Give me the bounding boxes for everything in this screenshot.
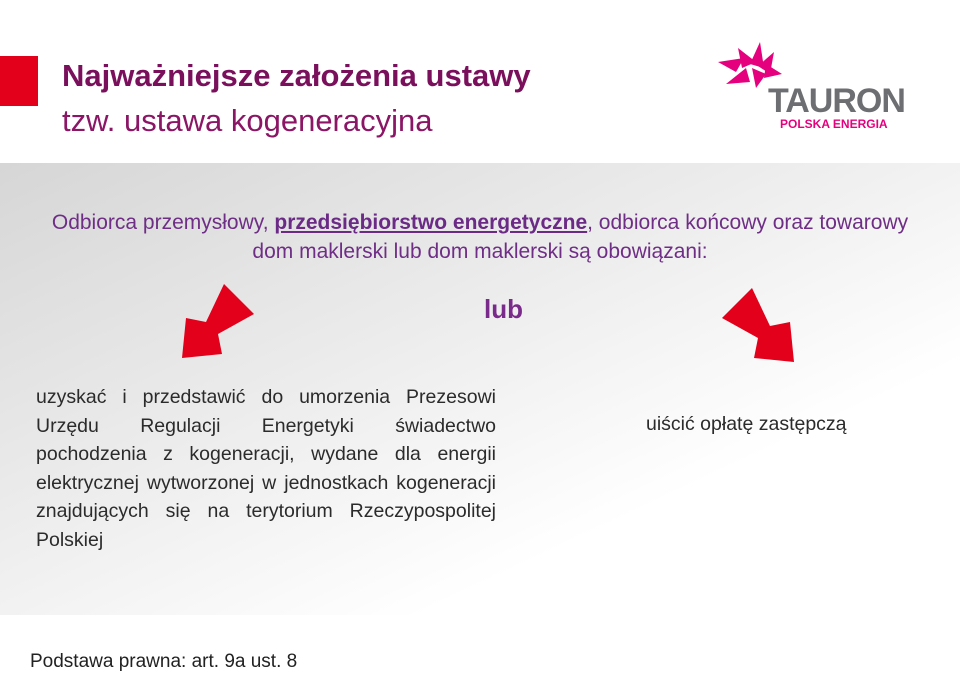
arrow-down-right-icon (718, 286, 798, 366)
tauron-logo (708, 38, 908, 138)
header-accent-bar (0, 56, 38, 106)
slide-subtitle: tzw. ustawa kogeneracyjna (62, 103, 433, 138)
logo-tagline: POLSKA ENERGIA (780, 117, 888, 131)
connector-or: lub (484, 294, 523, 324)
arrow-down-left-icon (178, 282, 258, 362)
intro-text (30, 208, 930, 266)
intro-highlight: przedsiębiorstwo energetyczne (274, 211, 588, 234)
logo-name: TAURON (768, 82, 905, 120)
option-left-text: uzyskać i przedstawić do umorzenia Prezesowi Urzędu Regulacji Energetyki świadectwo pochodzenia z kogeneracji, wydane dla energii elektrycznej wytworzonej w jednostkach kogeneracji znajdujących się na terytorium Rzeczypospolitej Polskiej (36, 386, 496, 551)
slide-title: Najważniejsze założenia ustawy (62, 58, 531, 93)
option-right-text: uiścić opłatę zastępczą (646, 413, 847, 435)
intro-part2: , odbiorca końcowy oraz towarowy dom maklerski lub dom maklerski są obowiązani: (252, 211, 909, 263)
legal-basis-footer: Podstawa prawna: art. 9a ust. 8 (30, 651, 298, 672)
intro-part1: Odbiorca przemysłowy, (51, 211, 275, 234)
